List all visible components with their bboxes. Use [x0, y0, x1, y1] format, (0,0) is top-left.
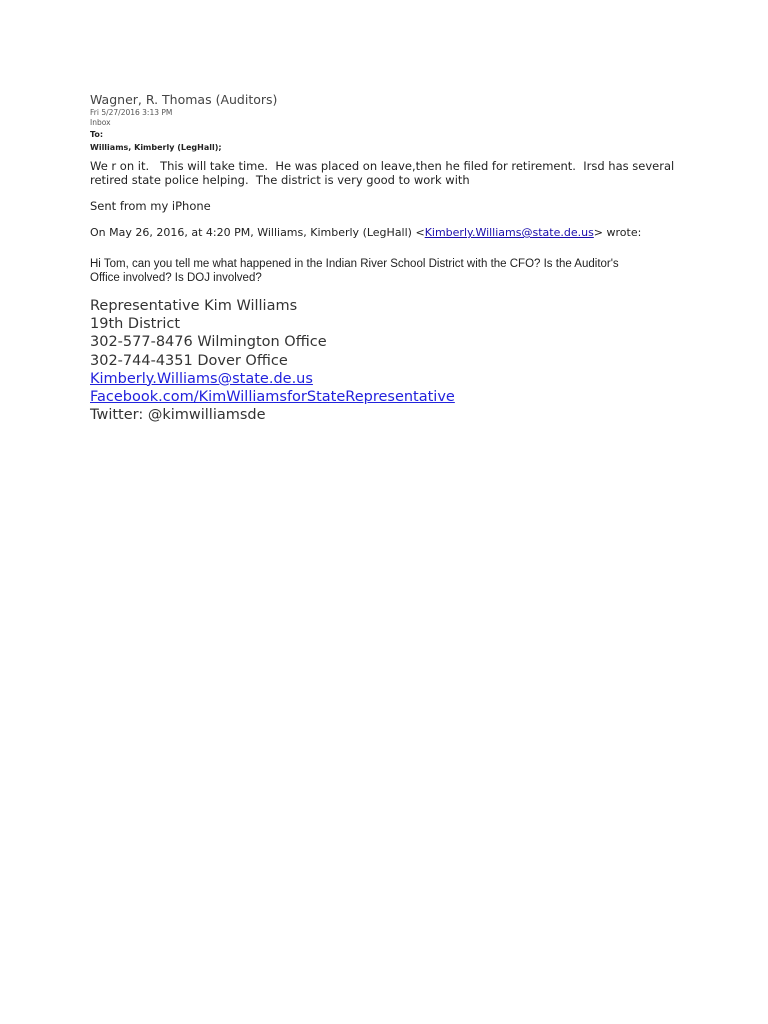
email-message: [90, 92, 710, 424]
to-label: To:: [90, 130, 104, 139]
folder-label: Inbox: [90, 118, 111, 127]
signature-twitter: Twitter: @kimwilliamsde: [90, 407, 266, 424]
sent-date: Fri 5/27/2016 3:13 PM: [90, 108, 173, 117]
signature-block: [90, 297, 710, 424]
message-body: [90, 159, 710, 213]
quote-header: [90, 226, 710, 240]
signature-email-link[interactable]: Kimberly.Williams@state.de.us: [90, 370, 313, 387]
quoted-question: [90, 257, 710, 285]
signature-name: Representative Kim Williams: [90, 298, 298, 314]
quote-header-suffix: > wrote:: [593, 226, 642, 239]
signature-district: 19th District: [90, 316, 181, 333]
signature-phone-wilmington: 302-577-8476 Wilmington Office: [90, 334, 327, 351]
body-line: retired state police helping. The district is very good to work with: [90, 173, 470, 187]
body-line: We r on it. This will take time. He was placed on leave,then he filed for retirement. Irsd has several: [90, 159, 675, 173]
sender-name: Wagner, R. Thomas (Auditors): [90, 92, 278, 107]
question-line: Hi Tom, can you tell me what happened in the Indian River School District with the CFO? Is the Auditor's: [90, 258, 619, 270]
signature-facebook-link[interactable]: Facebook.com/KimWilliamsforStateRepresentative: [90, 389, 455, 406]
quote-header-prefix: On May 26, 2016, at 4:20 PM, Williams, Kimberly (LegHall) <: [90, 226, 425, 239]
question-line: Office involved? Is DOJ involved?: [90, 272, 262, 284]
quote-email-link[interactable]: Kimberly.Williams@state.de.us: [424, 226, 594, 239]
recipient: Williams, Kimberly (LegHall);: [90, 143, 222, 152]
sent-from-line: Sent from my iPhone: [90, 199, 211, 213]
signature-phone-dover: 302-744-4351 Dover Office: [90, 352, 288, 369]
